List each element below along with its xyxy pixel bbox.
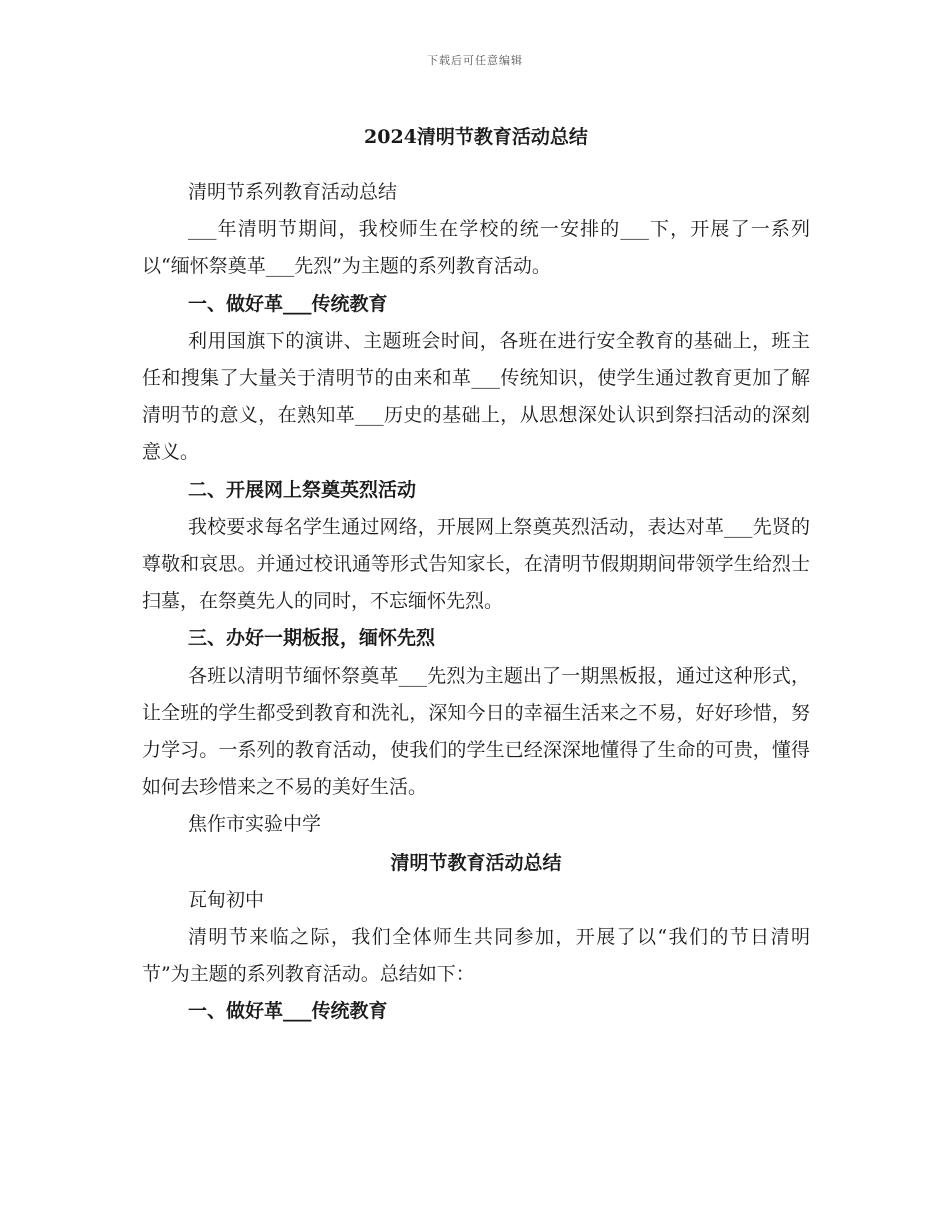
paragraph: ___年清明节期间，我校师生在学校的统一安排的___下，开展了一系列以“缅怀祭奠革___先烈”为主题的系列教育活动。 [142,218,810,278]
paragraph: 清明节来临之际，我们全体师生共同参加，开展了以“我们的节日清明节”为主题的系列教育活动。总结如下： [142,925,810,986]
second-title: 清明节教育活动总结 [390,851,562,874]
document-body [142,118,810,1030]
paragraph: 利用国旗下的演讲、主题班会时间，各班在进行安全教育的基础上，班主任和搜集了大量关于清明节的由来和革___传统知识，使学生通过教育更加了解清明节的意义，在熟知革___历史的基础上，从思想深处认识到祭扫活动的深刻意义。 [142,329,810,464]
school-name: 瓦甸初中 [188,888,265,911]
school-name: 焦作市实验中学 [188,813,322,836]
section-heading: 三、办好一期板报，缅怀先烈 [188,627,436,650]
page-header-note: 下载后可任意编辑 [427,54,523,67]
paragraph: 各班以清明节缅怀祭奠革___先烈为主题出了一期黑板报，通过这种形式，让全班的学生都受到教育和洗礼，深知今日的幸福生活来之不易，好好珍惜，努力学习。一系列的教育活动，使我们的学生已经深深地懂得了生命的可贵，懂得如何去珍惜来之不易的美好生活。 [142,664,810,799]
section-heading: 二、开展网上祭奠英烈活动 [188,478,417,501]
section-heading: 一、做好革___传统教育 [188,292,388,315]
document-title: 2024清明节教育活动总结 [364,126,588,148]
paragraph: 我校要求每名学生通过网络，开展网上祭奠英烈活动，表达对革___先贤的尊敬和哀思。并通过校讯通等形式告知家长，在清明节假期期间带领学生给烈士扫墓，在祭奠先人的同时，不忘缅怀先烈。 [142,515,810,613]
paragraph: 清明节系列教育活动总结 [188,181,398,203]
section-heading: 一、做好革___传统教育 [188,1000,388,1023]
